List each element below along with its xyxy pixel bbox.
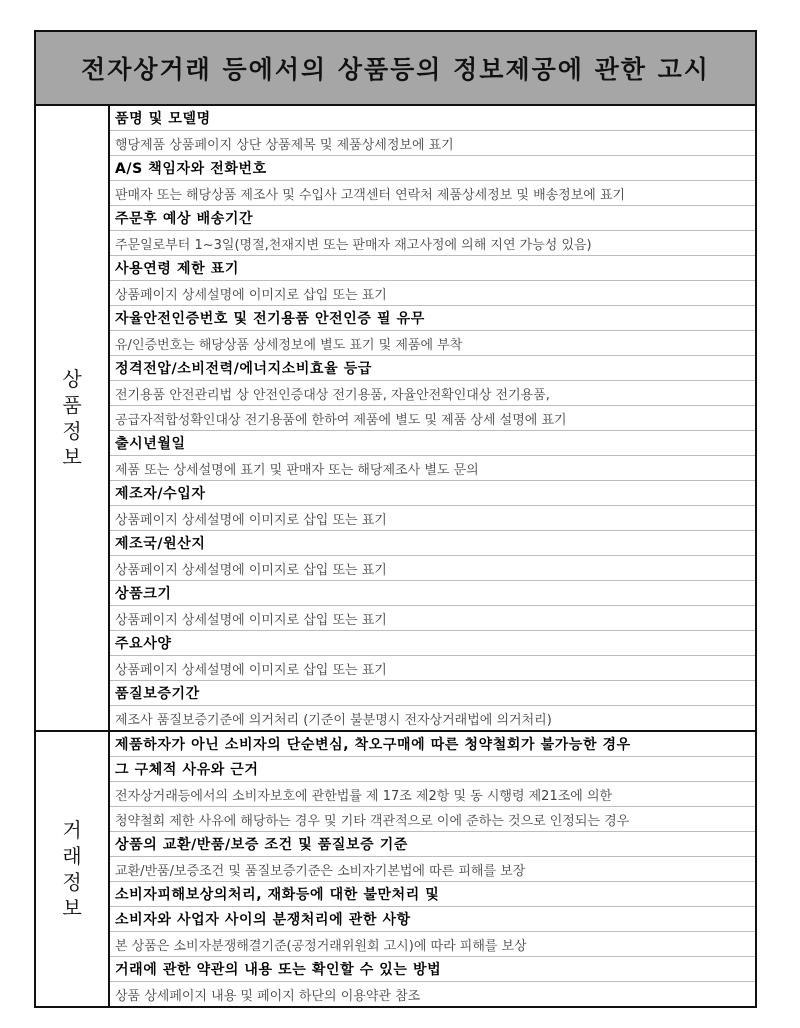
product-info-label: 상품정보 (62, 367, 82, 469)
deal-info-rows (110, 732, 755, 1006)
item-value: 상품페이지 상세설명에 이미지로 삽입 또는 표기 (110, 606, 755, 631)
item-value: 공급자적합성확인대상 전기용품에 한하여 제품에 별도 및 제품 상세 설명에 표기 (110, 406, 755, 431)
item-value: 상품페이지 상세설명에 이미지로 삽입 또는 표기 (110, 506, 755, 531)
item-heading: 소비자와 사업자 사이의 분쟁처리에 관한 사항 (110, 907, 755, 932)
item-value: 행당제품 상품페이지 상단 상품제목 및 제품상세정보에 표기 (110, 131, 755, 156)
item-heading: 사용연령 제한 표기 (110, 256, 755, 281)
item-heading: 그 구체적 사유와 근거 (110, 757, 755, 782)
item-heading: 소비자피해보상의처리, 재화등에 대한 불만처리 및 (110, 882, 755, 907)
item-heading: 품질보증기간 (110, 681, 755, 706)
item-value: 전자상거래등에서의 소비자보호에 관한법률 제 17조 제2항 및 동 시행령 제21조에 의한 (110, 782, 755, 807)
item-heading: 주문후 예상 배송기간 (110, 206, 755, 231)
section-label-deal (36, 732, 110, 1006)
item-value: 제조사 품질보증기준에 의거처리 (기준이 불분명시 전자상거래법에 의거처리) (115, 712, 552, 728)
page-title: 전자상거래 등에서의 상품등의 정보제공에 관한 고시 (36, 32, 755, 106)
item-value: 전기용품 안전관리법 상 안전인증대상 전기용품, 자율안전확인대상 전기용품, (110, 381, 755, 406)
item-heading: 제조자/수입자 (110, 481, 755, 506)
item-heading: A/S 책임자와 전화번호 (110, 156, 755, 181)
item-value: 상품페이지 상세설명에 이미지로 삽입 또는 표기 (110, 281, 755, 306)
notice-table (34, 30, 757, 1008)
item-heading: 출시년월일 (110, 431, 755, 456)
item-value: 상품 상세페이지 내용 및 페이지 하단의 이용약관 참조 (115, 988, 421, 1004)
item-value: 주문일로부터 1~3일(명절,천재지변 또는 판매자 재고사정에 의해 지연 가능성 있음) (110, 231, 755, 256)
item-value: 판매자 또는 해당상품 제조사 및 수입사 고객센터 연락처 제품상세정보 및 배송정보에 표기 (110, 181, 755, 206)
item-heading: 자율안전인증번호 및 전기용품 안전인증 필 유무 (110, 306, 755, 331)
deal-info-label: 거래정보 (62, 818, 82, 920)
item-value: 제품 또는 상세설명에 표기 및 판매자 또는 해당제조사 별도 문의 (110, 456, 755, 481)
item-value: 청약철회 제한 사유에 해당하는 경우 및 기타 객관적으로 이에 준하는 것으로 인정되는 경우 (110, 807, 755, 832)
item-heading: 정격전압/소비전력/에너지소비효율 등급 (110, 356, 755, 381)
item-value: 교환/반품/보증조건 및 품질보증기준은 소비자기본법에 따른 피해를 보장 (110, 857, 755, 882)
item-heading: 제조국/원산지 (110, 531, 755, 556)
item-heading: 상품의 교환/반품/보증 조건 및 품질보증 기준 (110, 832, 755, 857)
item-value: 상품페이지 상세설명에 이미지로 삽입 또는 표기 (110, 656, 755, 681)
item-heading: 상품크기 (110, 581, 755, 606)
section-label-product (36, 106, 110, 730)
product-info-rows (110, 106, 755, 730)
deal-info-section (36, 732, 755, 1008)
item-heading: 품명 및 모델명 (110, 106, 755, 131)
item-value: 본 상품은 소비자분쟁해결기준(공정거래위원회 고시)에 따라 피해를 보상 (110, 932, 755, 957)
product-info-section (36, 106, 755, 732)
item-value: 상품페이지 상세설명에 이미지로 삽입 또는 표기 (110, 556, 755, 581)
item-value: 유/인증번호는 해당상품 상세정보에 별도 표기 및 제품에 부착 (110, 331, 755, 356)
item-heading: 거래에 관한 약관의 내용 또는 확인할 수 있는 방법 (110, 957, 755, 982)
item-heading: 제품하자가 아닌 소비자의 단순변심, 착오구매에 따른 청약철회가 불가능한 경우 (110, 732, 755, 757)
item-heading: 주요사양 (110, 631, 755, 656)
